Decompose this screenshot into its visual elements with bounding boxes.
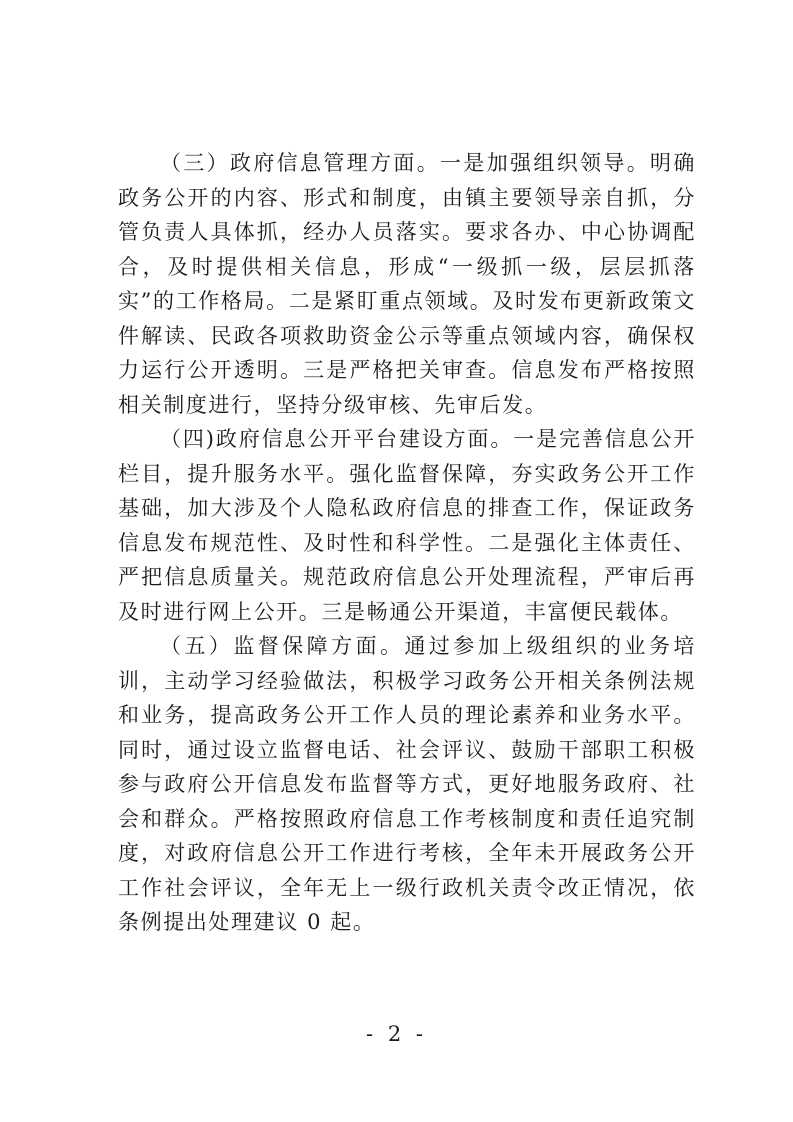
paragraph-info-disclosure-platform: （四)政府信息公开平台建设方面。一是完善信息公开栏目，提升服务水平。强化监督保障，夯实政务公开工作基础，加大涉及个人隐私政府信息的排查工作，保证政务信息发布规范性、及时性和科学性。二是强化主体责任、严把信息质量关。规范政府信息公开处理流程，严审后再及时进行网上公开。三是畅通公开渠道，丰富便民载体。 [118, 427, 696, 624]
paragraph-government-info-management: （三）政府信息管理方面。一是加强组织领导。明确政务公开的内容、形式和制度，由镇主要领导亲自抓，分管负责人具体抓，经办人员落实。要求各办、中心协调配合，及时提供相关信息，形成“一级抓一级，层层抓落实”的工作格局。二是紧盯重点领域。及时发布更新政策文件解读、民政各项救助资金公示等重点领域内容，确保权力运行公开透明。三是严格把关审查。信息发布严格按照相关制度进行，坚持分级审核、先审后发。 [118, 151, 696, 417]
document-body [118, 146, 696, 940]
page-number: - 2 - [366, 1022, 427, 1046]
paragraph-supervision-guarantee: （五）监督保障方面。通过参加上级组织的业务培训，主动学习经验做法，积极学习政务公开相关条例法规和业务，提高政务公开工作人员的理论素养和业务水平。同时，通过设立监督电话、社会评议、鼓励干部职工积极参与政府公开信息发布监督等方式，更好地服务政府、社会和群众。严格按照政府信息工作考核制度和责任追究制度，对政府信息公开工作进行考核，全年未开展政务公开工作社会评议，全年无上一级行政机关责令改正情况，依条例提出处理建议 0 起。 [118, 634, 696, 934]
